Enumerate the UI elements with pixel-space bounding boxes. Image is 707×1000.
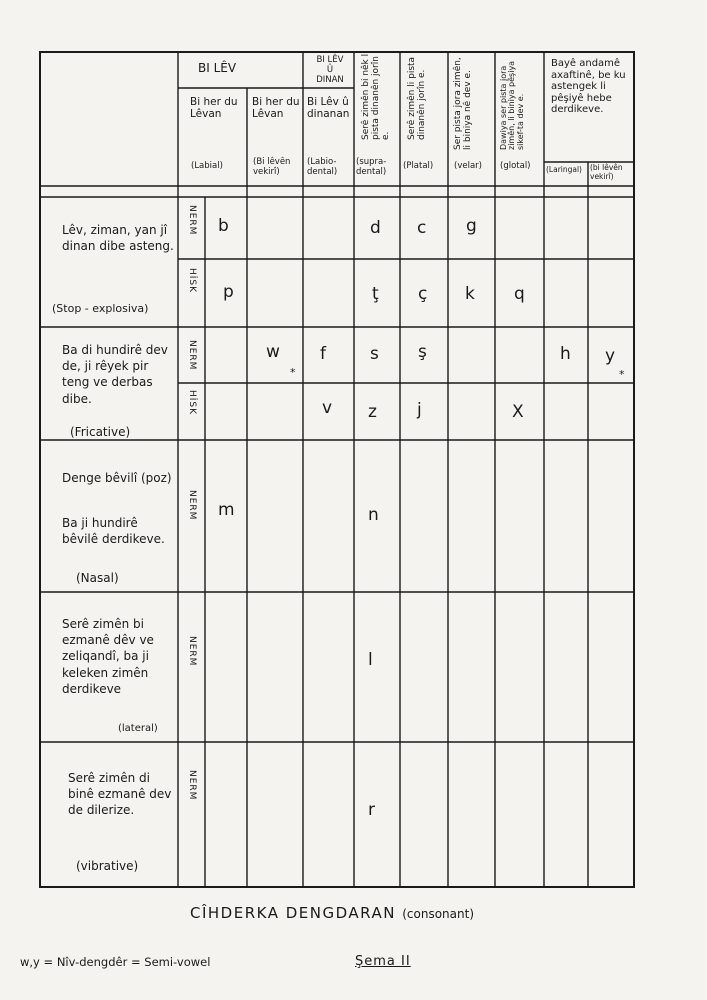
letter-s: s <box>370 344 379 364</box>
col-lev-vekiri-en: (bi lêvên vekirî) <box>590 163 623 181</box>
nerm-label-nasal: NERM <box>187 490 197 521</box>
chart-title: CÎHDERKA DENGDARAN (consonant) <box>190 904 475 922</box>
col-laringal-header: Bayê andamê axaftinê, be ku astengek li pêşiyê hebe derdikeve. <box>551 58 626 115</box>
col-labial-header: Bi her du Lêvan <box>190 96 238 121</box>
letter-v: v <box>322 398 333 418</box>
semivowel-legend: w,y = Nîv-dengdêr = Semi-vowel <box>20 955 211 969</box>
row-lateral-description: Serê zimên bi ezmanê dêv ve zeliqandî, ba ji keleken zimên derdikeve <box>62 617 154 696</box>
row-lateral-en: (lateral) <box>118 723 158 734</box>
semivowel-star-y: * <box>619 368 625 381</box>
nerm-label-fricative: NERM <box>187 340 197 371</box>
col-labiodental-en: (Labio-dental) <box>307 157 338 177</box>
row-stop-en: (Stop - explosiva) <box>52 302 149 315</box>
letter-n: n <box>368 505 379 525</box>
col-laringal-en: (Laringal) <box>546 165 582 174</box>
row-vibrative-description: Serê zimên di binê ezmanê dev de dilerize. <box>68 771 172 818</box>
row-fricative-description: Ba di hundirê dev de, ji rêyek pir teng ve derbas dibe. <box>62 343 168 406</box>
col-bilev-vekiri-en: (Bi lêvên vekirî) <box>253 157 291 177</box>
col-velar-header: Ser pista jora zimên, li biniya nê dev e. <box>453 57 473 150</box>
row-nasal-description-1: Denge bêvilî (poz) <box>62 471 172 485</box>
letter-x: X <box>512 402 524 422</box>
letter-p: p <box>223 282 234 302</box>
col-platal-en: (Platal) <box>403 161 434 171</box>
col-supradental-header: Serê zimên bi nêk li pista dinanên jorîn e. <box>361 51 391 140</box>
row-vibrative-en: (vibrative) <box>76 859 139 873</box>
nerm-label-vibrative: NERM <box>187 770 197 801</box>
group-bilev-dinan-label: BI LÊV Û DINAN <box>316 55 344 85</box>
nerm-label-stop: NERM <box>187 205 197 236</box>
letter-r: r <box>368 800 375 820</box>
row-nasal-description-2: Ba ji hundirê bêvilê derdikeve. <box>62 516 165 547</box>
nerm-label-lateral: NERM <box>187 636 197 667</box>
letter-c: c <box>417 218 427 238</box>
letter-l: l <box>368 650 373 670</box>
col-bilev-vekiri-header: Bi her du Lêvan <box>252 96 300 121</box>
col-labiodental-header: Bi Lêv û dinanan <box>307 96 350 121</box>
group-bilev-label: BI LÊV <box>198 61 237 75</box>
semivowel-star-w: * <box>290 366 296 379</box>
letter-k: k <box>465 284 475 304</box>
letter-d: d <box>370 218 381 238</box>
letter-h: h <box>560 344 571 364</box>
col-supradental-en: (supra-dental) <box>356 157 387 177</box>
letter-z: z <box>368 402 377 422</box>
schema-label: Şema II <box>355 954 411 969</box>
hisk-label-stop: HİSK <box>187 268 197 294</box>
letter-q: q <box>514 284 525 304</box>
col-labial-en: (Labial) <box>191 161 223 171</box>
letter-s-cedilla: ş <box>418 342 427 362</box>
letter-t: ţ <box>372 284 379 304</box>
col-velar-en: (velar) <box>454 161 482 171</box>
row-fricative-en: (Fricative) <box>70 425 131 439</box>
hisk-label-fricative: HİSK <box>187 390 197 416</box>
letter-j: j <box>417 400 422 420</box>
letter-c-cedilla: ç <box>418 284 428 304</box>
letter-y: y <box>605 346 616 366</box>
col-glotal-header: Dawiya ser pista jora zimên, li biniya pêşiya sikef-ta dev e. <box>499 60 525 150</box>
row-nasal-en: (Nasal) <box>76 571 119 585</box>
letter-g: g <box>466 216 477 236</box>
letter-m: m <box>218 500 235 520</box>
row-stop-description: Lêv, ziman, yan jî dinan dibe asteng. <box>62 223 174 254</box>
letter-f: f <box>320 344 326 364</box>
col-glotal-en: (glotal) <box>500 161 531 171</box>
letter-b: b <box>218 216 229 236</box>
col-platal-header: Serê zimên li pista dinanên jorîn e. <box>407 56 427 140</box>
letter-w: w <box>266 342 280 362</box>
